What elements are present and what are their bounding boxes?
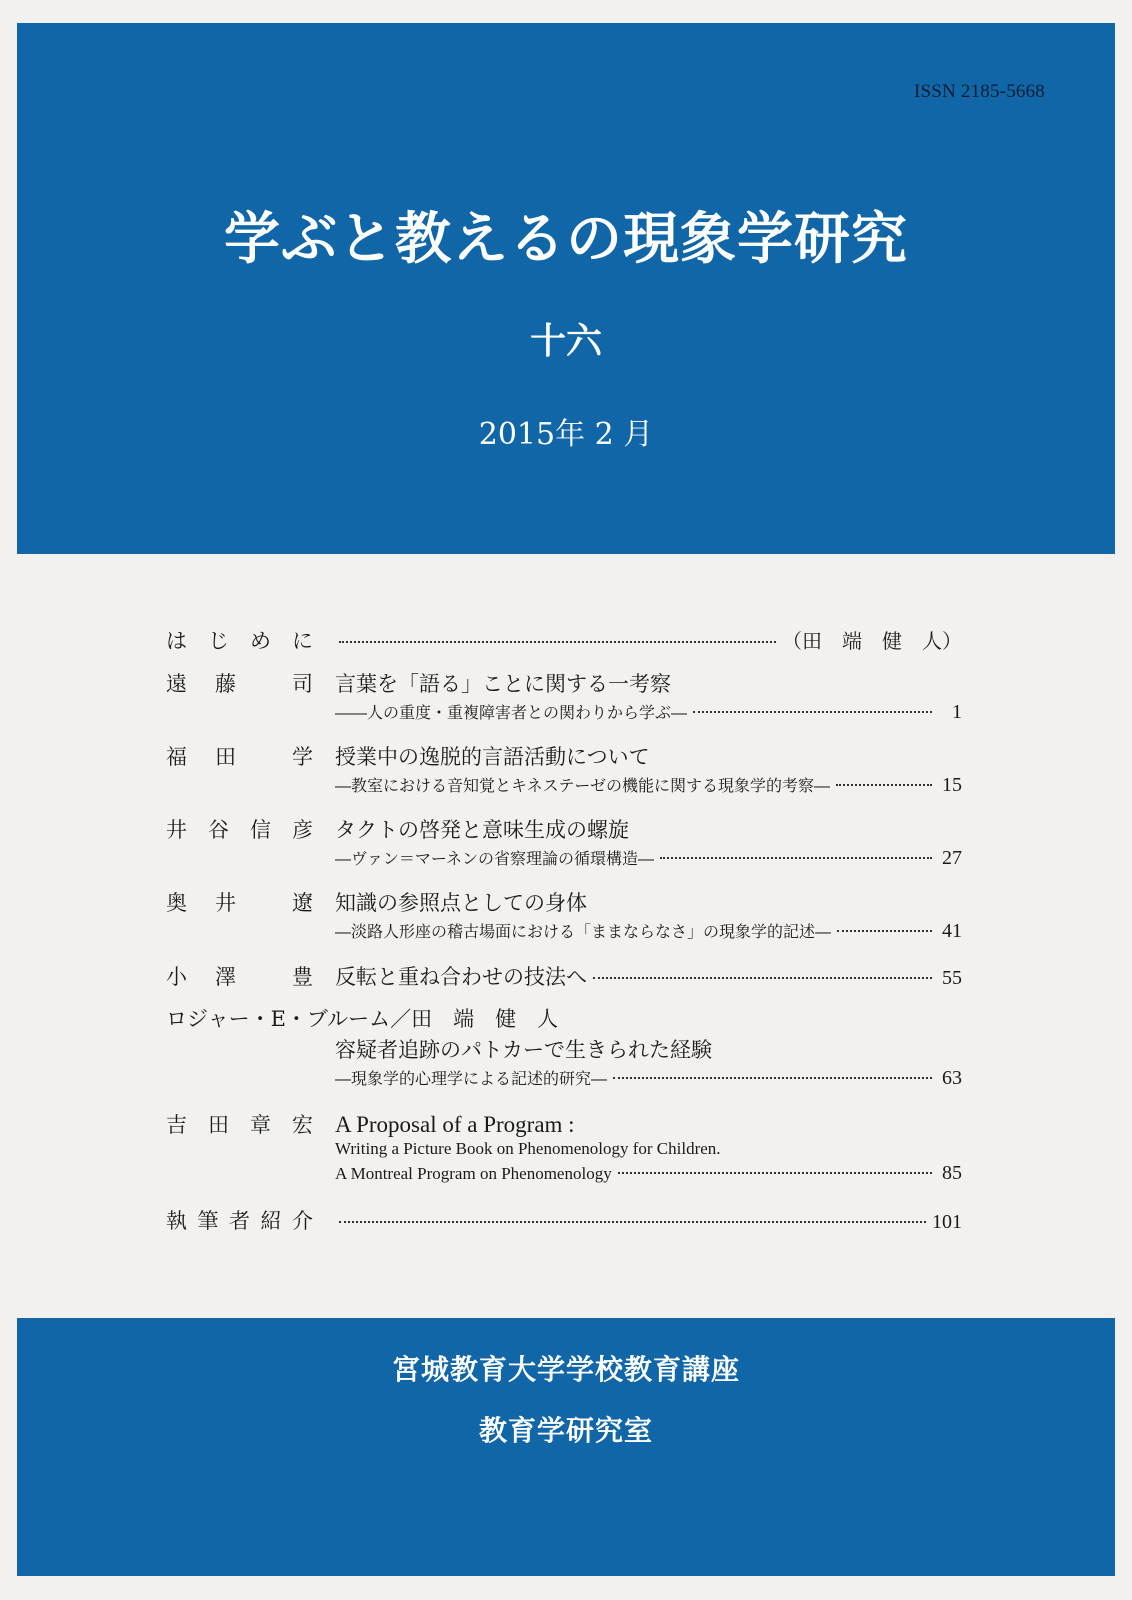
toc-subtitle-row: [166, 1066, 962, 1090]
toc-subtitle-row: [166, 1162, 962, 1185]
toc-page: 27: [942, 847, 962, 869]
toc-subtitle: ―教室における音知覚とキネステーゼの機能に関する現象学的考察―: [335, 776, 831, 795]
toc-entry-preface: [166, 625, 962, 655]
toc-entry: [166, 887, 962, 917]
leader-dots: [613, 1077, 932, 1079]
toc-subtitle-row: [166, 700, 962, 724]
toc-entry: [166, 814, 962, 844]
issn: ISSN 2185-5668: [913, 81, 1045, 102]
leader-dots: [339, 1221, 926, 1223]
publisher-panel: [17, 1318, 1115, 1576]
toc-page: （田 端 健 人）: [782, 629, 962, 653]
toc-page: 41: [942, 920, 962, 942]
toc-subtitle-row: [166, 773, 962, 797]
toc-entry: [166, 961, 962, 991]
cover-header-panel: [17, 23, 1115, 554]
journal-title: 学ぶと教えるの現象学研究: [224, 206, 908, 272]
toc-entry: [166, 741, 962, 771]
toc-title: タクトの啓発と意味生成の螺旋: [335, 818, 629, 842]
toc-page: 63: [942, 1067, 962, 1089]
toc-entry-contributors: [166, 1205, 962, 1235]
publisher-office: 教育学研究室: [478, 1414, 653, 1447]
toc-title-row: [166, 1034, 962, 1064]
toc-page: 15: [942, 774, 962, 796]
toc-title: 反転と重ね合わせの技法へ: [335, 965, 587, 989]
toc-entry: [166, 1109, 962, 1139]
toc-page: 101: [932, 1211, 962, 1233]
toc-author: 井 谷 信 彦: [166, 818, 313, 842]
toc-subtitle: ―淡路人形座の稽古場面における「ままならなさ」の現象学的記述―: [335, 922, 832, 941]
toc-entry: [166, 668, 962, 698]
toc-entry: [166, 1003, 962, 1033]
toc-title: 容疑者追跡のパトカーで生きられた経験: [335, 1038, 712, 1062]
toc-title: 授業中の逸脱的言語活動について: [335, 745, 650, 769]
toc-subtitle: Writing a Picture Book on Phenomenology for Children.: [335, 1139, 721, 1158]
toc-subtitle-row: [166, 1139, 962, 1159]
toc-page: 55: [942, 967, 962, 989]
toc-author: は じ め に: [166, 629, 313, 653]
toc-author: 小 澤 豊: [166, 965, 313, 989]
leader-dots: [660, 857, 932, 859]
toc-subtitle-row: [166, 846, 962, 870]
leader-dots: [339, 641, 776, 643]
toc-author: ロジャー・E・ブルーム／田 端 健 人: [166, 1007, 559, 1031]
toc-author: 福 田 学: [166, 745, 313, 769]
toc-subtitle: ―現象学的心理学による記述的研究―: [335, 1069, 608, 1088]
toc-author: 執 筆 者 紹 介: [166, 1209, 313, 1233]
toc-page: 1: [952, 701, 962, 723]
leader-dots: [836, 784, 932, 786]
issue-date: 2015年 2 月: [478, 417, 654, 452]
toc-title: 言葉を「語る」ことに関する一考察: [335, 672, 671, 696]
toc-subtitle: ――人の重度・重複障害者との関わりから学ぶ―: [335, 703, 688, 722]
leader-dots: [593, 977, 932, 979]
publisher-name: 宮城教育大学学校教育講座: [391, 1353, 740, 1386]
toc-page: 85: [942, 1162, 962, 1184]
toc-subtitle-2: A Montreal Program on Phenomenology: [335, 1164, 612, 1183]
leader-dots: [618, 1172, 932, 1174]
leader-dots: [837, 930, 932, 932]
toc-author: 吉 田 章 宏: [166, 1113, 313, 1137]
leader-dots: [693, 711, 932, 713]
volume-number: 十六: [529, 320, 602, 362]
toc-author: 奥 井 遼: [166, 891, 313, 915]
toc-author: 遠 藤 司: [166, 672, 313, 696]
toc-title: 知識の参照点としての身体: [335, 891, 587, 915]
toc-subtitle: ―ヴァン＝マーネンの省察理論の循環構造―: [335, 849, 655, 868]
toc-title: A Proposal of a Program :: [335, 1112, 575, 1137]
toc-subtitle-row: [166, 919, 962, 943]
